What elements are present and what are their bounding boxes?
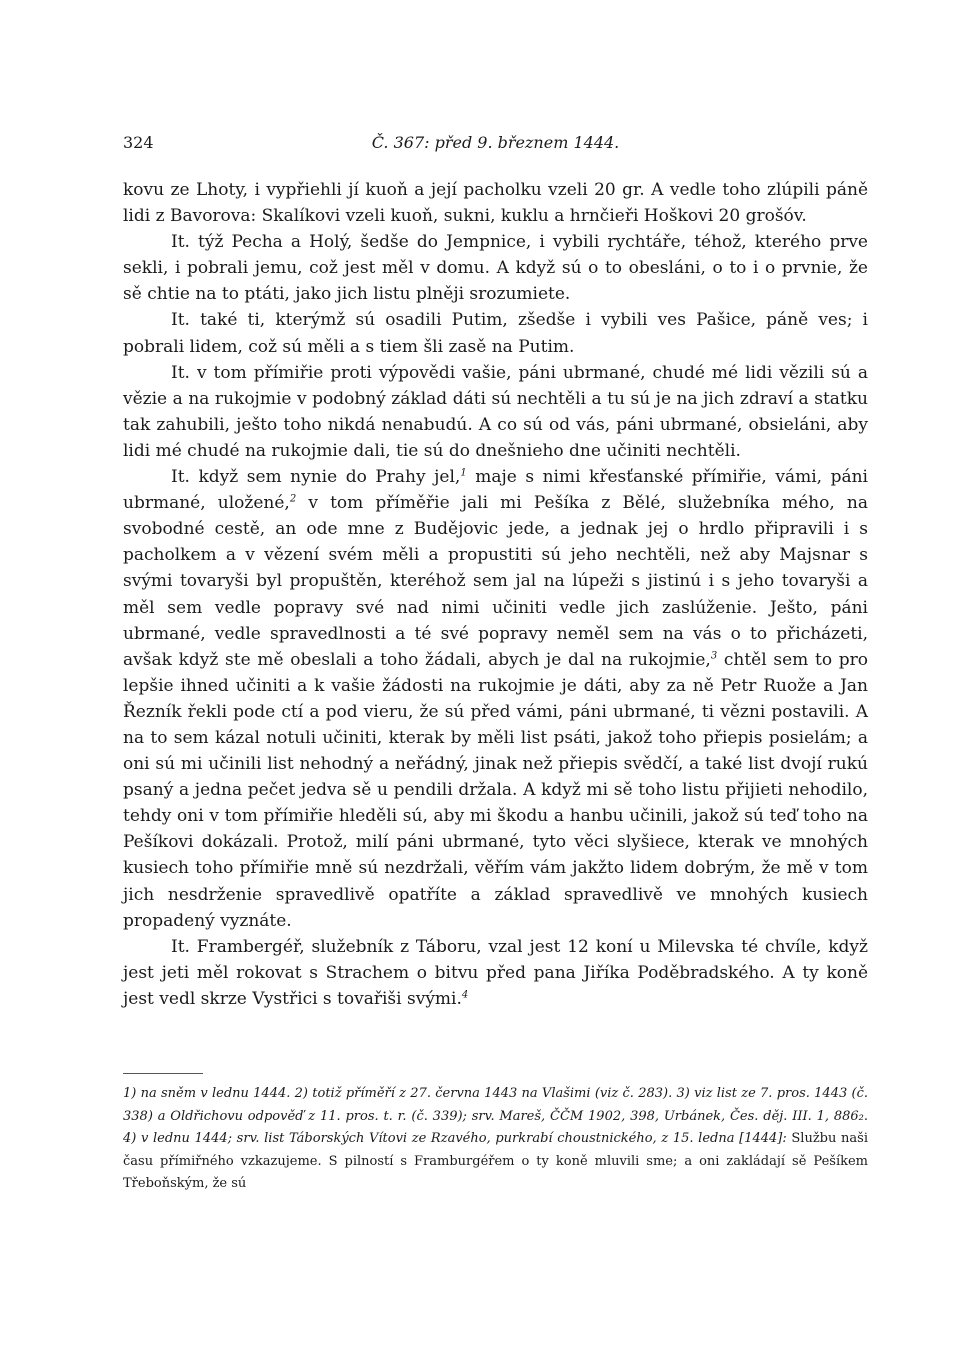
paragraph-5-part-c: v tom příměřie jali mi Pešíka z Bělé, služebníka mého, na svobodné cestě, an ode mne z Budějovic jede, a jednak jej o hrdlo připravili i s pacholkem a v vězení svém měli a propustiti sú jeho nechtěli, než aby Majsnar s svými tovaryši byl propuštěn, kteréhož sem jal na lúpeži s jistinú i s jeho tovaryši a měl sem vedle popravy své nad nimi učiniti vedle jich zaslúženie. Ješto, páni ubrmané, vedle spravedlnosti a té své popravy neměl sem na vás o to přicházeti, avšak když ste mě obeslali a toho žádali, abych je dal na rukojmie,	[123, 493, 868, 670]
page-header	[123, 133, 868, 157]
paragraph-3: It. také ti, kterýmž sú osadili Putim, zšedše i vybili ves Pašice, páně ves; i pobrali lidem, což sú měli a s tiem šli zasě na Putim.	[123, 310, 868, 357]
footnotes-editorial: 1) na sněm v lednu 1444. 2) totiž příměří z 27. června 1443 na Vlašimi (viz č. 283). 3) viz list ze 7. pros. 1443 (č. 338) a Oldřichovu odpověď z 11. pros. t. r. (č. 339); srv. Mareš, ČČM 1902, 398, Urbánek, Čes. děj. III. 1, 886₂. 4) v lednu 1444; srv. list Táborských Vítovi ze Rzavého, purkrabí choustnického, z 15. ledna [1444]:	[123, 1086, 868, 1146]
footnote-separator	[123, 1073, 203, 1074]
footnote-ref-4: 4	[461, 989, 469, 1001]
page-number: 324	[123, 133, 154, 152]
footnote-ref-1: 1	[460, 467, 467, 479]
footnotes-text	[123, 1083, 868, 1196]
running-title: Č. 367: před 9. březnem 1444.	[371, 133, 620, 152]
paragraph-6-text: It. Frambergéř, služebník z Táboru, vzal jest 12 koní u Milevska té chvíle, když jest jeti měl rokovat s Strachem o bitvu před pana Jiříka Poděbradského. A ty koně jest vedl skrze Vystřici s tovařiši svými.	[123, 936, 868, 1009]
paragraph-1: kovu ze Lhoty, i vypřiehli jí kuoň a její pacholku vzeli 20 gr. A vedle toho zlúpili páně lidi z Bavorova: Skalíkovi vzeli kuoň, sukni, kuklu a hrnčieři Hoškovi 20 grošóv.	[123, 180, 868, 227]
footnote-ref-2: 2	[289, 493, 297, 505]
main-text	[123, 177, 868, 1012]
paragraph-6	[123, 934, 868, 1012]
paragraph-2: It. týž Pecha a Holý, šedše do Jempnice, i vybili rychtáře, téhož, kterého prve sekli, i pobrali jemu, což jest měl v domu. A když sú o to obesláni, o to i o prvnie, že sě chtie na to ptáti, jako jich listu plněji srozumiete.	[123, 232, 868, 305]
paragraph-5	[123, 464, 868, 934]
paragraph-5-part-b: maje s nimi křesťanské přímiřie, vámi, páni ubrmané, uložené,	[123, 467, 868, 514]
paragraph-4: It. v tom přímiřie proti výpovědi vašie, páni ubrmané, chudé mé lidi vězili sú a vězie a na rukojmie v podobný základ dáti sú nechtěli a tu sú je na jich zdraví a statku tak zahubili, ješto toho nikdá nenabudú. A co sú od vás, páni ubrmané, obsieláni, aby lidi mé chudé na rukojmie dali, tie sú do dnešnieho dne učiniti nechtěli.	[123, 362, 868, 461]
footnotes	[123, 1083, 868, 1196]
paragraph-5-part-a: It. když sem nynie do Prahy jel,	[171, 467, 461, 488]
footnotes-quotation: Službu naši času přímiřného vzkazujeme. S pilností s Framburgéřem o ty koně mluvili sme; a oni zakládají sě Pešíkem Třeboňským, že sú	[123, 1131, 868, 1191]
paragraph-5-part-d: chtěl sem to pro lepšie ihned učiniti a k vašie žádosti na rukojmie je dáti, aby za ně Petr Ruože a Jan Řezník řekli pode ctí a pod vieru, že sú před vámi, páni ubrmané, ti vězni postavili. A na to sem kázal notuli učiniti, kterak by měli list psáti, jakož toho přiepis posielám; a oni sú mi učinili list nehodný a neřádný, jinak než přiepis svědčí, a také list dvojí rukú psaný a jedna pečet jedva sě u pendili držala. A když mi sě toho listu přijieti nehodilo, tehdy oni v tom přímiřie hleděli sú, aby mi škodu a hanbu učinili, jakož sú teď toho na Pešíkovi dokázali. Protož, milí páni ubrmané, tyto věci slyšiece, kterak ve mnohých kusiech toho přímiřie mně sú nezdržali, věřím vám jakžto lidem dobrým, že mě v tom jich nesdrženie spravedlivě opatříte a základ spravedlivě ve mnohých kusiech propadený vyznáte.	[123, 649, 868, 931]
footnote-ref-3: 3	[710, 650, 718, 662]
